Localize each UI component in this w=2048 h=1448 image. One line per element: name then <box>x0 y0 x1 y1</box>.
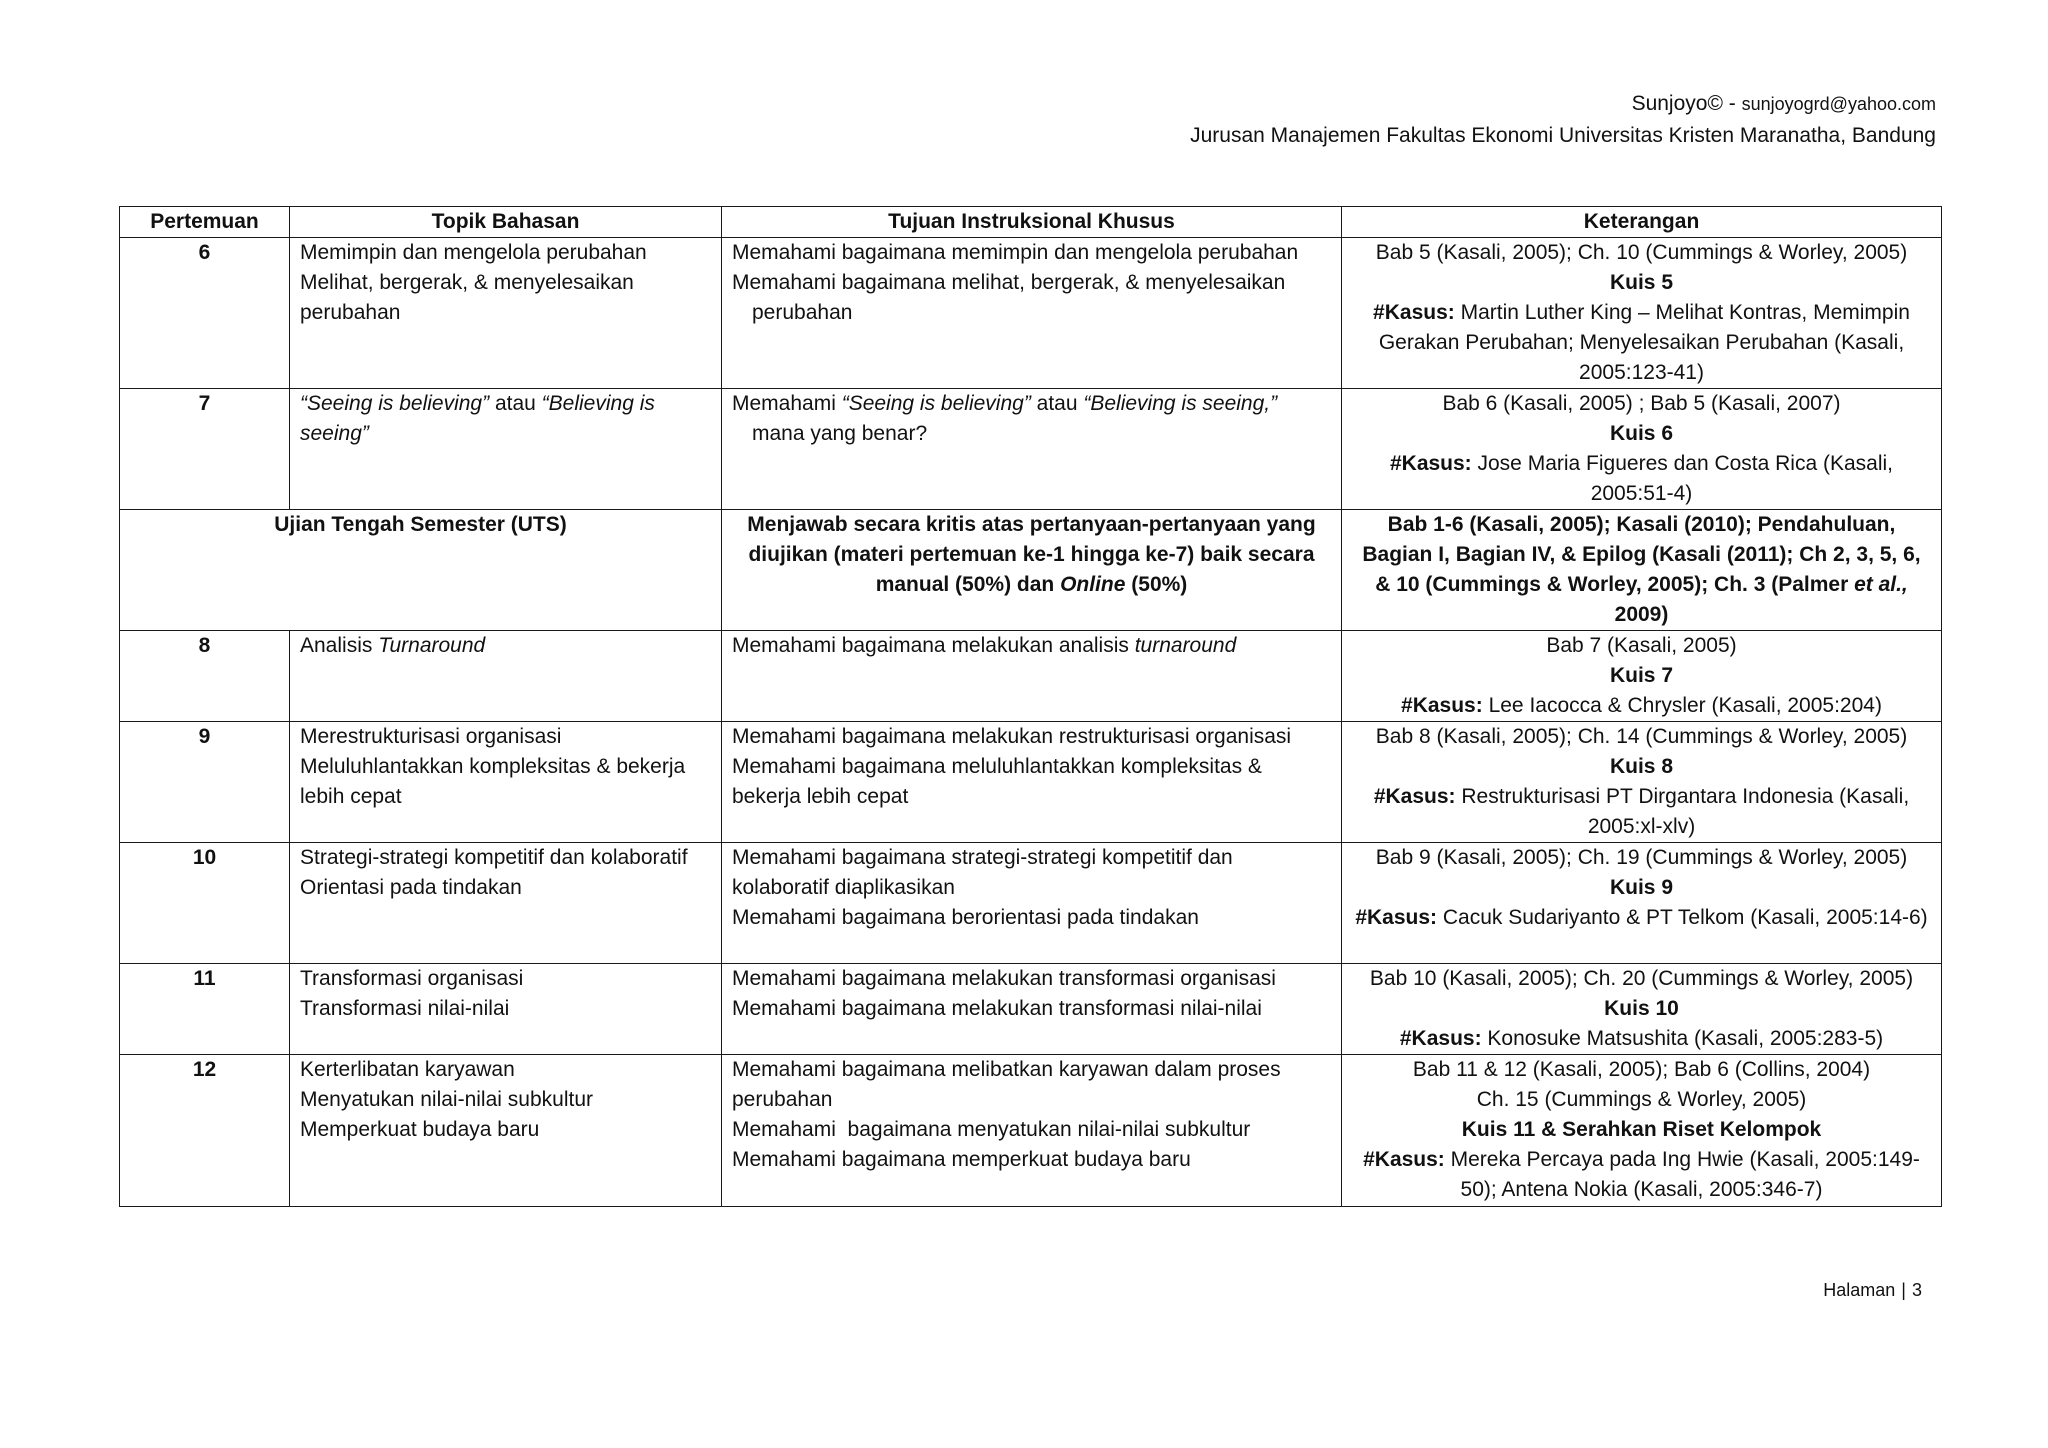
reference-text-2: Ch. 15 (Cummings & Worley, 2005) <box>1476 1088 1807 1111</box>
reference-text: Bab 5 (Kasali, 2005); Ch. 10 (Cummings & Worley, 2005) <box>1375 241 1908 264</box>
quiz-label: Kuis 11 & Serahkan Riset Kelompok <box>1461 1118 1822 1141</box>
goal-item: Memahami bagaimana melihat, bergerak, & menyelesaikan perubahan <box>732 271 1286 324</box>
goal-item <box>732 389 1331 449</box>
topic-item: Menyatukan nilai-nilai subkultur <box>300 1088 593 1111</box>
institution-line: Jurusan Manajemen Fakultas Ekonomi Universitas Kristen Maranatha, Bandung <box>1190 124 1936 147</box>
topic-emphasis: Turnaround <box>378 634 486 657</box>
meeting-number: 7 <box>120 389 290 510</box>
meeting-number: 6 <box>120 238 290 389</box>
topic-item: Transformasi nilai-nilai <box>300 997 510 1020</box>
case-label: #Kasus: <box>1373 301 1455 324</box>
author-line <box>1190 88 1936 120</box>
column-header-topik: Topik Bahasan <box>290 207 722 238</box>
quiz-label: Kuis 7 <box>1609 664 1674 687</box>
meeting-number: 8 <box>120 631 290 722</box>
author-name: Sunjoyo© <box>1631 92 1723 115</box>
case-label: #Kasus: <box>1399 1027 1482 1050</box>
notes-cell <box>1342 722 1942 843</box>
goal-quote: “Believing is seeing,” <box>1083 392 1278 415</box>
goal-cell <box>722 389 1342 510</box>
uts-goal-text-end: (50%) <box>1125 573 1188 596</box>
topic-item: Memimpin dan mengelola perubahan <box>300 241 647 264</box>
topic-prefix: Analisis <box>300 634 379 657</box>
goal-item: Memahami bagaimana meluluhlantakkan kompleksitas & bekerja lebih cepat <box>732 755 1262 808</box>
meeting-number: 12 <box>120 1055 290 1207</box>
topic-item: Melihat, bergerak, & menyelesaikan perubahan <box>300 271 634 324</box>
goal-suffix: mana yang benar? <box>752 422 928 445</box>
uts-goal-cell <box>722 510 1342 631</box>
topic-cell <box>290 964 722 1055</box>
page-label: Halaman <box>1823 1280 1896 1300</box>
case-label: #Kasus: <box>1401 694 1483 717</box>
syllabus-table <box>119 206 1942 1207</box>
meeting-number: 11 <box>120 964 290 1055</box>
notes-cell <box>1342 238 1942 389</box>
table-row-uts <box>120 510 1942 631</box>
notes-cell <box>1342 631 1942 722</box>
topic-cell <box>290 722 722 843</box>
table-row <box>120 389 1942 510</box>
author-email: sunjoyogrd@yahoo.com <box>1741 94 1936 114</box>
case-label: #Kasus: <box>1373 785 1456 808</box>
table-header-row <box>120 207 1942 238</box>
uts-reference-end: 2009) <box>1614 603 1669 626</box>
goal-prefix: Memahami <box>732 392 842 415</box>
goal-cell <box>722 843 1342 964</box>
goal-cell <box>722 964 1342 1055</box>
case-label: #Kasus: <box>1389 452 1472 475</box>
page-footer <box>1823 1280 1922 1301</box>
page-separator: | <box>1901 1280 1906 1300</box>
meeting-number: 9 <box>120 722 290 843</box>
notes-cell <box>1342 964 1942 1055</box>
author-separator: - <box>1722 92 1742 115</box>
quiz-label: Kuis 8 <box>1609 755 1674 778</box>
table-row <box>120 631 1942 722</box>
column-header-tujuan: Tujuan Instruksional Khusus <box>722 207 1342 238</box>
goal-emphasis: turnaround <box>1134 634 1237 657</box>
reference-text: Bab 8 (Kasali, 2005); Ch. 14 (Cummings & Worley, 2005) <box>1375 725 1908 748</box>
goal-quote: “Seeing is believing” <box>841 392 1031 415</box>
case-text: Cacuk Sudariyanto & PT Telkom (Kasali, 2005:14-6) <box>1437 906 1928 929</box>
uts-reference-text: Bab 1-6 (Kasali, 2005); Kasali (2010); Pendahuluan, Bagian I, Bagian IV, & Epilog (Kasali (2011); Ch 2, 3, 5, 6, & 10 (Cummings & Worley, 2005); Ch. 3 (Palmer <box>1362 513 1921 596</box>
table-row <box>120 722 1942 843</box>
table-row <box>120 843 1942 964</box>
case-text: Jose Maria Figueres dan Costa Rica (Kasali, 2005:51-4) <box>1471 452 1894 505</box>
topic-cell <box>290 389 722 510</box>
case-text: Martin Luther King – Melihat Kontras, Memimpin Gerakan Perubahan; Menyelesaikan Perubahan (Kasali, 2005:123-41) <box>1378 301 1910 384</box>
topic-connector: atau <box>489 392 542 415</box>
notes-cell <box>1342 389 1942 510</box>
topic-cell <box>290 631 722 722</box>
topic-item: Merestrukturisasi organisasi <box>300 725 562 748</box>
goal-item: Memahami bagaimana melakukan restrukturisasi organisasi <box>732 725 1292 748</box>
notes-cell <box>1342 843 1942 964</box>
goal-item: Memahami bagaimana berorientasi pada tindakan <box>732 906 1199 929</box>
goal-item: Memahami bagaimana melakukan transformasi organisasi <box>732 967 1276 990</box>
reference-text: Bab 11 & 12 (Kasali, 2005); Bab 6 (Collins, 2004) <box>1412 1058 1871 1081</box>
goal-item: Memahami bagaimana melibatkan karyawan dalam proses perubahan <box>732 1058 1281 1111</box>
page-number: 3 <box>1911 1280 1922 1300</box>
uts-reference-etal: et al., <box>1854 573 1908 596</box>
column-header-pertemuan: Pertemuan <box>120 207 290 238</box>
uts-notes-cell <box>1342 510 1942 631</box>
topic-item: Meluluhlantakkan kompleksitas & bekerja lebih cepat <box>300 755 686 808</box>
topic-item: Memperkuat budaya baru <box>300 1118 540 1141</box>
goal-cell <box>722 1055 1342 1207</box>
quiz-label: Kuis 10 <box>1604 997 1679 1020</box>
topic-cell <box>290 843 722 964</box>
meeting-number: 10 <box>120 843 290 964</box>
reference-text: Bab 9 (Kasali, 2005); Ch. 19 (Cummings & Worley, 2005) <box>1375 846 1908 869</box>
topic-quote: “Believing is seeing” <box>300 392 655 445</box>
table-row <box>120 964 1942 1055</box>
goal-cell <box>722 631 1342 722</box>
topic-cell <box>290 238 722 389</box>
notes-cell <box>1342 1055 1942 1207</box>
topic-item: Strategi-strategi kompetitif dan kolaboratif <box>300 846 688 869</box>
quiz-label: Kuis 9 <box>1609 876 1674 899</box>
goal-item: Memahami bagaimana memimpin dan mengelola perubahan <box>732 241 1299 264</box>
column-header-keterangan: Keterangan <box>1342 207 1942 238</box>
table-row <box>120 1055 1942 1207</box>
uts-label: Ujian Tengah Semester (UTS) <box>120 510 722 631</box>
reference-text: Bab 6 (Kasali, 2005) ; Bab 5 (Kasali, 2007) <box>1442 392 1841 415</box>
table-row <box>120 238 1942 389</box>
topic-item: Kerterlibatan karyawan <box>300 1058 515 1081</box>
goal-prefix: Memahami bagaimana melakukan analisis <box>732 634 1135 657</box>
goal-item: Memahami bagaimana menyatukan nilai-nilai subkultur <box>732 1118 1251 1141</box>
uts-goal-text: Menjawab secara kritis atas pertanyaan-pertanyaan yang diujikan (materi pertemuan ke-1 hingga ke-7) baik secara manual (50%) dan <box>747 513 1316 596</box>
case-text: Mereka Percaya pada Ing Hwie (Kasali, 2005:149-50); Antena Nokia (Kasali, 2005:346-7) <box>1444 1148 1920 1201</box>
goal-cell <box>722 238 1342 389</box>
goal-item: Memahami bagaimana memperkuat budaya baru <box>732 1148 1191 1171</box>
case-text: Lee Iacocca & Chrysler (Kasali, 2005:204) <box>1482 694 1882 717</box>
case-label: #Kasus: <box>1355 906 1438 929</box>
goal-connector: atau <box>1030 392 1084 415</box>
topic-item: Orientasi pada tindakan <box>300 876 522 899</box>
goal-item: Memahami bagaimana melakukan transformasi nilai-nilai <box>732 997 1262 1020</box>
topic-quote: “Seeing is believing” <box>300 392 490 415</box>
case-text: Restrukturisasi PT Dirgantara Indonesia (Kasali, 2005:xl-xlv) <box>1455 785 1910 838</box>
quiz-label: Kuis 5 <box>1609 271 1674 294</box>
topic-item: Transformasi organisasi <box>300 967 524 990</box>
goal-cell <box>722 722 1342 843</box>
case-text: Konosuke Matsushita (Kasali, 2005:283-5) <box>1481 1027 1884 1050</box>
reference-text: Bab 10 (Kasali, 2005); Ch. 20 (Cummings & Worley, 2005) <box>1369 967 1914 990</box>
goal-item: Memahami bagaimana strategi-strategi kompetitif dan kolaboratif diaplikasikan <box>732 846 1233 899</box>
uts-goal-online: Online <box>1060 573 1126 596</box>
quiz-label: Kuis 6 <box>1609 422 1674 445</box>
reference-text: Bab 7 (Kasali, 2005) <box>1546 634 1737 657</box>
page-header <box>1190 88 1936 151</box>
case-label: #Kasus: <box>1363 1148 1445 1171</box>
topic-cell <box>290 1055 722 1207</box>
